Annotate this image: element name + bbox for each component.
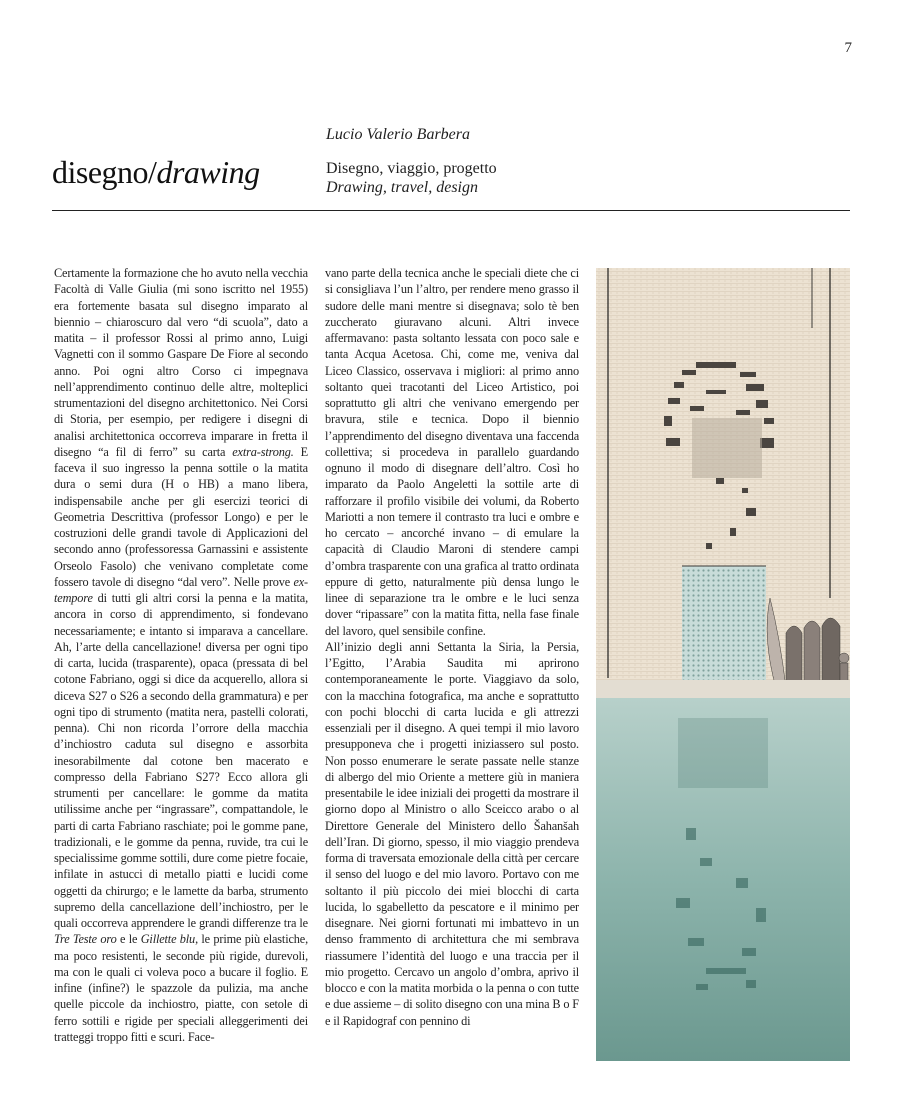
section-title-en: drawing (156, 154, 260, 190)
article-title (326, 159, 497, 197)
section-title-it: disegno/ (52, 154, 157, 190)
header-rule (52, 210, 850, 211)
page-number: 7 (844, 40, 852, 56)
article-title-it: Disegno, viaggio, progetto (326, 160, 497, 177)
section-title (52, 154, 260, 191)
niche-shadow (692, 418, 762, 478)
paragraph: vano parte della tecnica anche le speciali diete che ci si consigliava l’un l’altro, per rendere meno grasso il sudore delle mani mentre si disegnava; solo tè ben zuccherato giuravano alcuni. Altri invece affermavano: pasta soltanto lessata con poco sale e tanta Acqua Acetosa. Chi, come me, veniva dal Liceo Classico, osservava i migliori: al primo anno soltanto quei tracotanti del Liceo Artistico, poi soprattutto gli altri che venivano emergendo per bravura, stile e tecnica. Dopo il biennio l’apprendimento del disegno diventava una faccenda collettiva; si procedeva in parallelo guardando ognuno il modo di disegnare dell’altro. Così ho imparato da Paolo Angeletti la sottile arte di rafforzare il profilo visibile dei volumi, da Roberto Mariotti a non temere il contrasto tra luci e ombre e ho cercato – ancorché invano – di emulare la capacità di Claudio Maroni di stendere campi d’ombra trasparente con una grafica al tratto ordinata eppure di getto, naturalmente più densa lungo le linee di separazione tra le ombre e le luci senza dover “ripassare” con la matita fitta, nella fase finale del lavoro, quel sensibile confine. (325, 266, 579, 638)
architectural-drawing (596, 268, 850, 1061)
paragraph: Certamente la formazione che ho avuto nella vecchia Facoltà di Valle Giulia (mi sono iscritto nel 1955) era fortemente basata sul disegno imparato al biennio – chiaroscuro dal vero “di scuola”, dato a matita – il professor Rossi al primo anno, Luigi Vagnetti con il sommo Gaspare De Fiore al secondo anno. Poi ogni altro Corso ci impegnava nell’apprendimento continuo delle altre, molteplici strumentazioni del disegno architettonico. Nei Corsi di Storia, per esempio, per redigere i disegni di analisi architettonica occorreva imparare in fretta il disegno “a fil di ferro” su carta extra-strong. E faceva il suo ingresso la penna sottile o la matita dura o semi dura (H o HB) a mano libera, indispensabile anche per gli esercizi teorici di Geometria Descrittiva (professor Longo) e per le costruzioni delle grandi tavole di Applicazioni del secondo anno (professoressa Garnassini e assistente Orseolo Fasolo) che venivano completate come fossero tavole di disegno “dal vero”. Nelle prove ex-tempore di tutti gli altri corsi la penna e la matita, ancora in corso di apprendimento, si fondevano necessariamente; e intanto si imparava a cancellare. Ah, l’arte della cancellazione! diversa per ogni tipo di carta, lucida (trasparente), opaca (pressata di bel cotone Fabriano, oggi si dice da acquerello, allora si diceva S27 o S26 a secondo della grammatura) e per ogni tipo di strumento (matita nera, pastelli colorati, penna). Chi non ricorda l’orrore della macchia d’inchiostro caduta sul disegno e assorbita inesorabilmente dal cotone ben macerato e compresso della Fabriano S27? Ecco allora gli strumenti per cancellare: le gomme da matita utilissime anche per “ingrassare”, compattandole, le parti di carta Fabriano raschiate; poi le gomme pane, tradizionali, e le gomme da penna, ruvide, tra cui le specialissime gomme sottili, dure come pietre focaie, infilate in astucci di metallo piatti e lucidi come oggetti da chirurgo; e le lamette da barba, strumento supremo della cancellazione dell’inchiostro, per le quali occorreva apprendere le grandi differenze tra le Tre Teste oro e le Gillette blu, le prime più elastiche, ma poco resistenti, le seconde più rigide, durevoli, ma con le quali ci voleva poco a bucare il foglio. E infine (infine?) le spazzole da pulizia, ma anche quelle piccole da inchiostro, piatte, con setole di ferro sottili e rigide per speciali alleggerimenti dei tratteggi troppo fitti e scuri. Face- (54, 266, 308, 1044)
article-title-en: Drawing, travel, design (326, 179, 478, 196)
text-column-1 (54, 265, 308, 1045)
paragraph: All’inizio degli anni Settanta la Siria, la Persia, l’Egitto, l’Arabia Saudita mi aprirono contemporaneamente le porte. Viaggiavo da solo, con la macchina fotografica, ma anche e soprattutto con pochi blocchi di carta lucida e gli attrezzi essenziali per il disegno. A quei tempi il mio lavoro presupponeva che i progetti iniziassero sul posto. Non posso enumerare le serate passate nelle stanze di albergo del mio Oriente a mettere giù in maniera presentabile le idee iniziali dei progetti da mostrare il giorno dopo al Ministro o allo Sceicco arabo o al Direttore Generale del Ministero dello Šahanšah dell’Iran. Di giorno, spesso, il mio viaggio prendeva forma di traversata emozionale della città per cercare il senso del luogo e del mio lavoro. Portavo con me soltanto il più piccolo dei miei blocchi di carta lucida, lo sgabelletto da pescatore e il minimo per disegnare. Nei giorni fortunati mi imbattevo in un denso frammento di architettura che mi sembrava riassumere l’identità del luogo e una traccia per il mio progetto. Cercavo un angolo d’ombra, aprivo il blocco e con la matita morbida o la penna o con tutte e due assieme – di solito disegno con una mina B o F e il Rapidograf con pennino di (325, 639, 579, 1028)
text-column-2 (325, 265, 579, 1029)
screen-mesh (682, 566, 766, 684)
author-name: Lucio Valerio Barbera (326, 126, 470, 143)
